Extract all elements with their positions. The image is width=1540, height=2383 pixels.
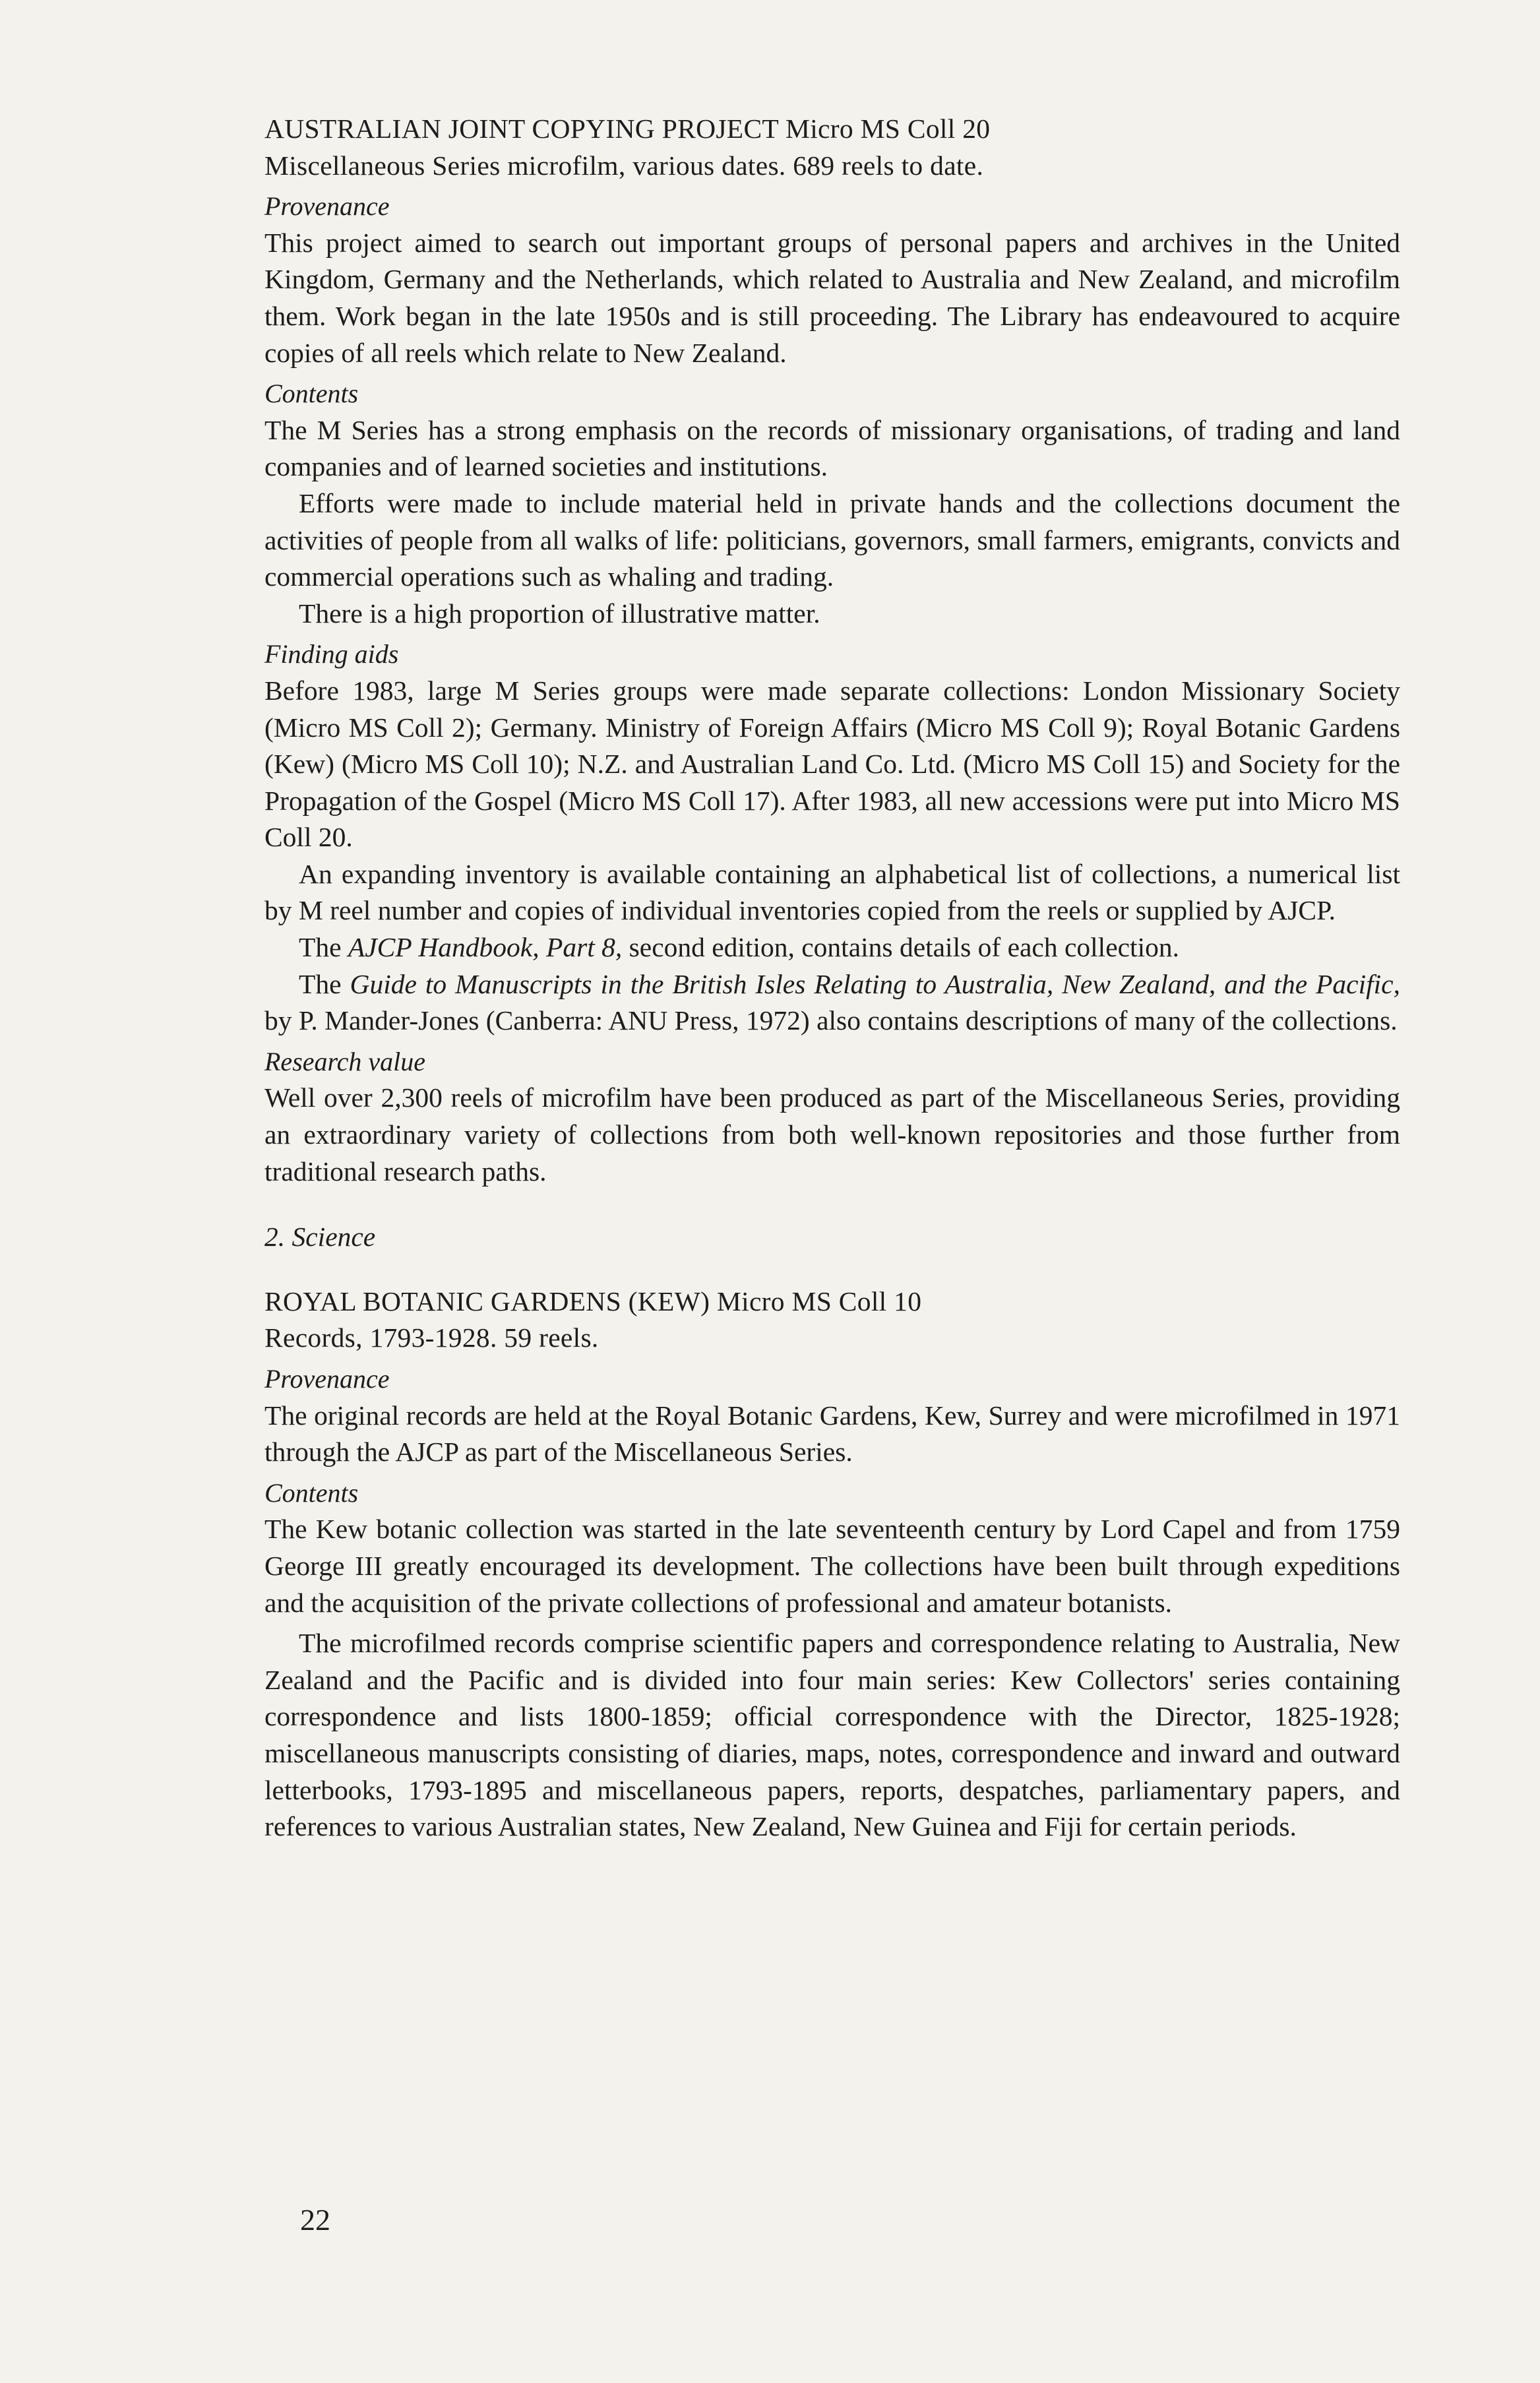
provenance-text: The original records are held at the Royal Botanic Gardens, Kew, Surrey and were microfilmed in 1971 through the AJCP as part of the Miscellaneous Series.	[264, 1400, 1400, 1468]
finding-aids-paragraph: An expanding inventory is available containing an alphabetical list of collections, a numerical list by M reel number and copies of individual inventories copied from the reels or supplied by AJCP.	[264, 858, 1400, 926]
research-value-label: Research value	[264, 1046, 425, 1076]
contents-paragraph: The Kew botanic collection was started in the late seventeenth century by Lord Capel and from 1759 George III greatly encouraged its development. The collections have been built through expeditions and the acquisition of the private collections of professional and amateur botanists.	[264, 1514, 1400, 1618]
entry-subheading: Miscellaneous Series microfilm, various dates. 689 reels to date.	[264, 150, 984, 181]
finding-aids-paragraph	[264, 966, 1400, 1039]
entry-heading: AUSTRALIAN JOINT COPYING PROJECT Micro MS Coll 20	[264, 113, 991, 144]
section-title: 2. Science	[264, 1222, 376, 1253]
provenance-label: Provenance	[264, 191, 390, 222]
contents-paragraph: Efforts were made to include material held in private hands and the collections document the activities of people from all walks of life: politicians, governors, small farmers, emigrants, convicts and commercial operations such as whaling and trading.	[264, 487, 1400, 592]
text-run: The	[299, 968, 350, 999]
page-number: 22	[300, 2203, 330, 2237]
text-run: second edition, contains details of each collection.	[622, 932, 1179, 963]
guide-title: Guide to Manuscripts in the British Isles Relating to Australia, New Zealand, and the Pacific,	[350, 968, 1400, 999]
finding-aids-paragraph	[264, 929, 1400, 966]
finding-aids-paragraph: Before 1983, large M Series groups were made separate collections: London Missionary Society (Micro MS Coll 2); Germany. Ministry of Foreign Affairs (Micro MS Coll 9); Royal Botanic Gardens (Kew) (Micro MS Coll 10); N.Z. and Australian Land Co. Ltd. (Micro MS Coll 15) and Society for the Propagation of the Gospel (Micro MS Coll 17). After 1983, all new accessions were put into Micro MS Coll 20.	[264, 675, 1400, 853]
contents-label: Contents	[264, 379, 359, 409]
entry-subheading: Records, 1793-1928. 59 reels.	[264, 1322, 599, 1353]
text-run: by P. Mander-Jones (Canberra: ANU Press, 1972) also contains descriptions of many of the collections.	[264, 1005, 1398, 1036]
contents-paragraph: The microfilmed records comprise scientific papers and correspondence relating to Australia, New Zealand and the Pacific and is divided into four main series: Kew Collectors' series containing correspondence and lists 1800-1859; official correspondence with the Director, 1825-1928; miscellaneous manuscripts consisting of diaries, maps, notes, correspondence and inward and outward letterbooks, 1793-1895 and miscellaneous papers, reports, despatches, parliamentary papers, and references to various Australian states, New Zealand, New Guinea and Fiji for certain periods.	[264, 1628, 1400, 1842]
provenance-label: Provenance	[264, 1364, 390, 1394]
page-body	[264, 111, 1400, 1845]
contents-paragraph: There is a high proportion of illustrative matter.	[299, 598, 820, 629]
research-value-text: Well over 2,300 reels of microfilm have been produced as part of the Miscellaneous Series, providing an extraordinary variety of collections from both well-known repositories and those further from traditional research paths.	[264, 1082, 1400, 1187]
text-run: The	[299, 932, 348, 963]
provenance-text: This project aimed to search out important groups of personal papers and archives in the United Kingdom, Germany and the Netherlands, which related to Australia and New Zealand, and microfilm them. Work began in the late 1950s and is still proceeding. The Library has endeavoured to acquire copies of all reels which relate to New Zealand.	[264, 227, 1400, 368]
handbook-title: AJCP Handbook, Part 8,	[348, 932, 623, 963]
contents-label: Contents	[264, 1477, 359, 1508]
entry-heading: ROYAL BOTANIC GARDENS (KEW) Micro MS Coll 10	[264, 1285, 922, 1316]
finding-aids-label: Finding aids	[264, 639, 399, 669]
contents-paragraph: The M Series has a strong emphasis on the records of missionary organisations, of trading and land companies and of learned societies and institutions.	[264, 414, 1400, 482]
